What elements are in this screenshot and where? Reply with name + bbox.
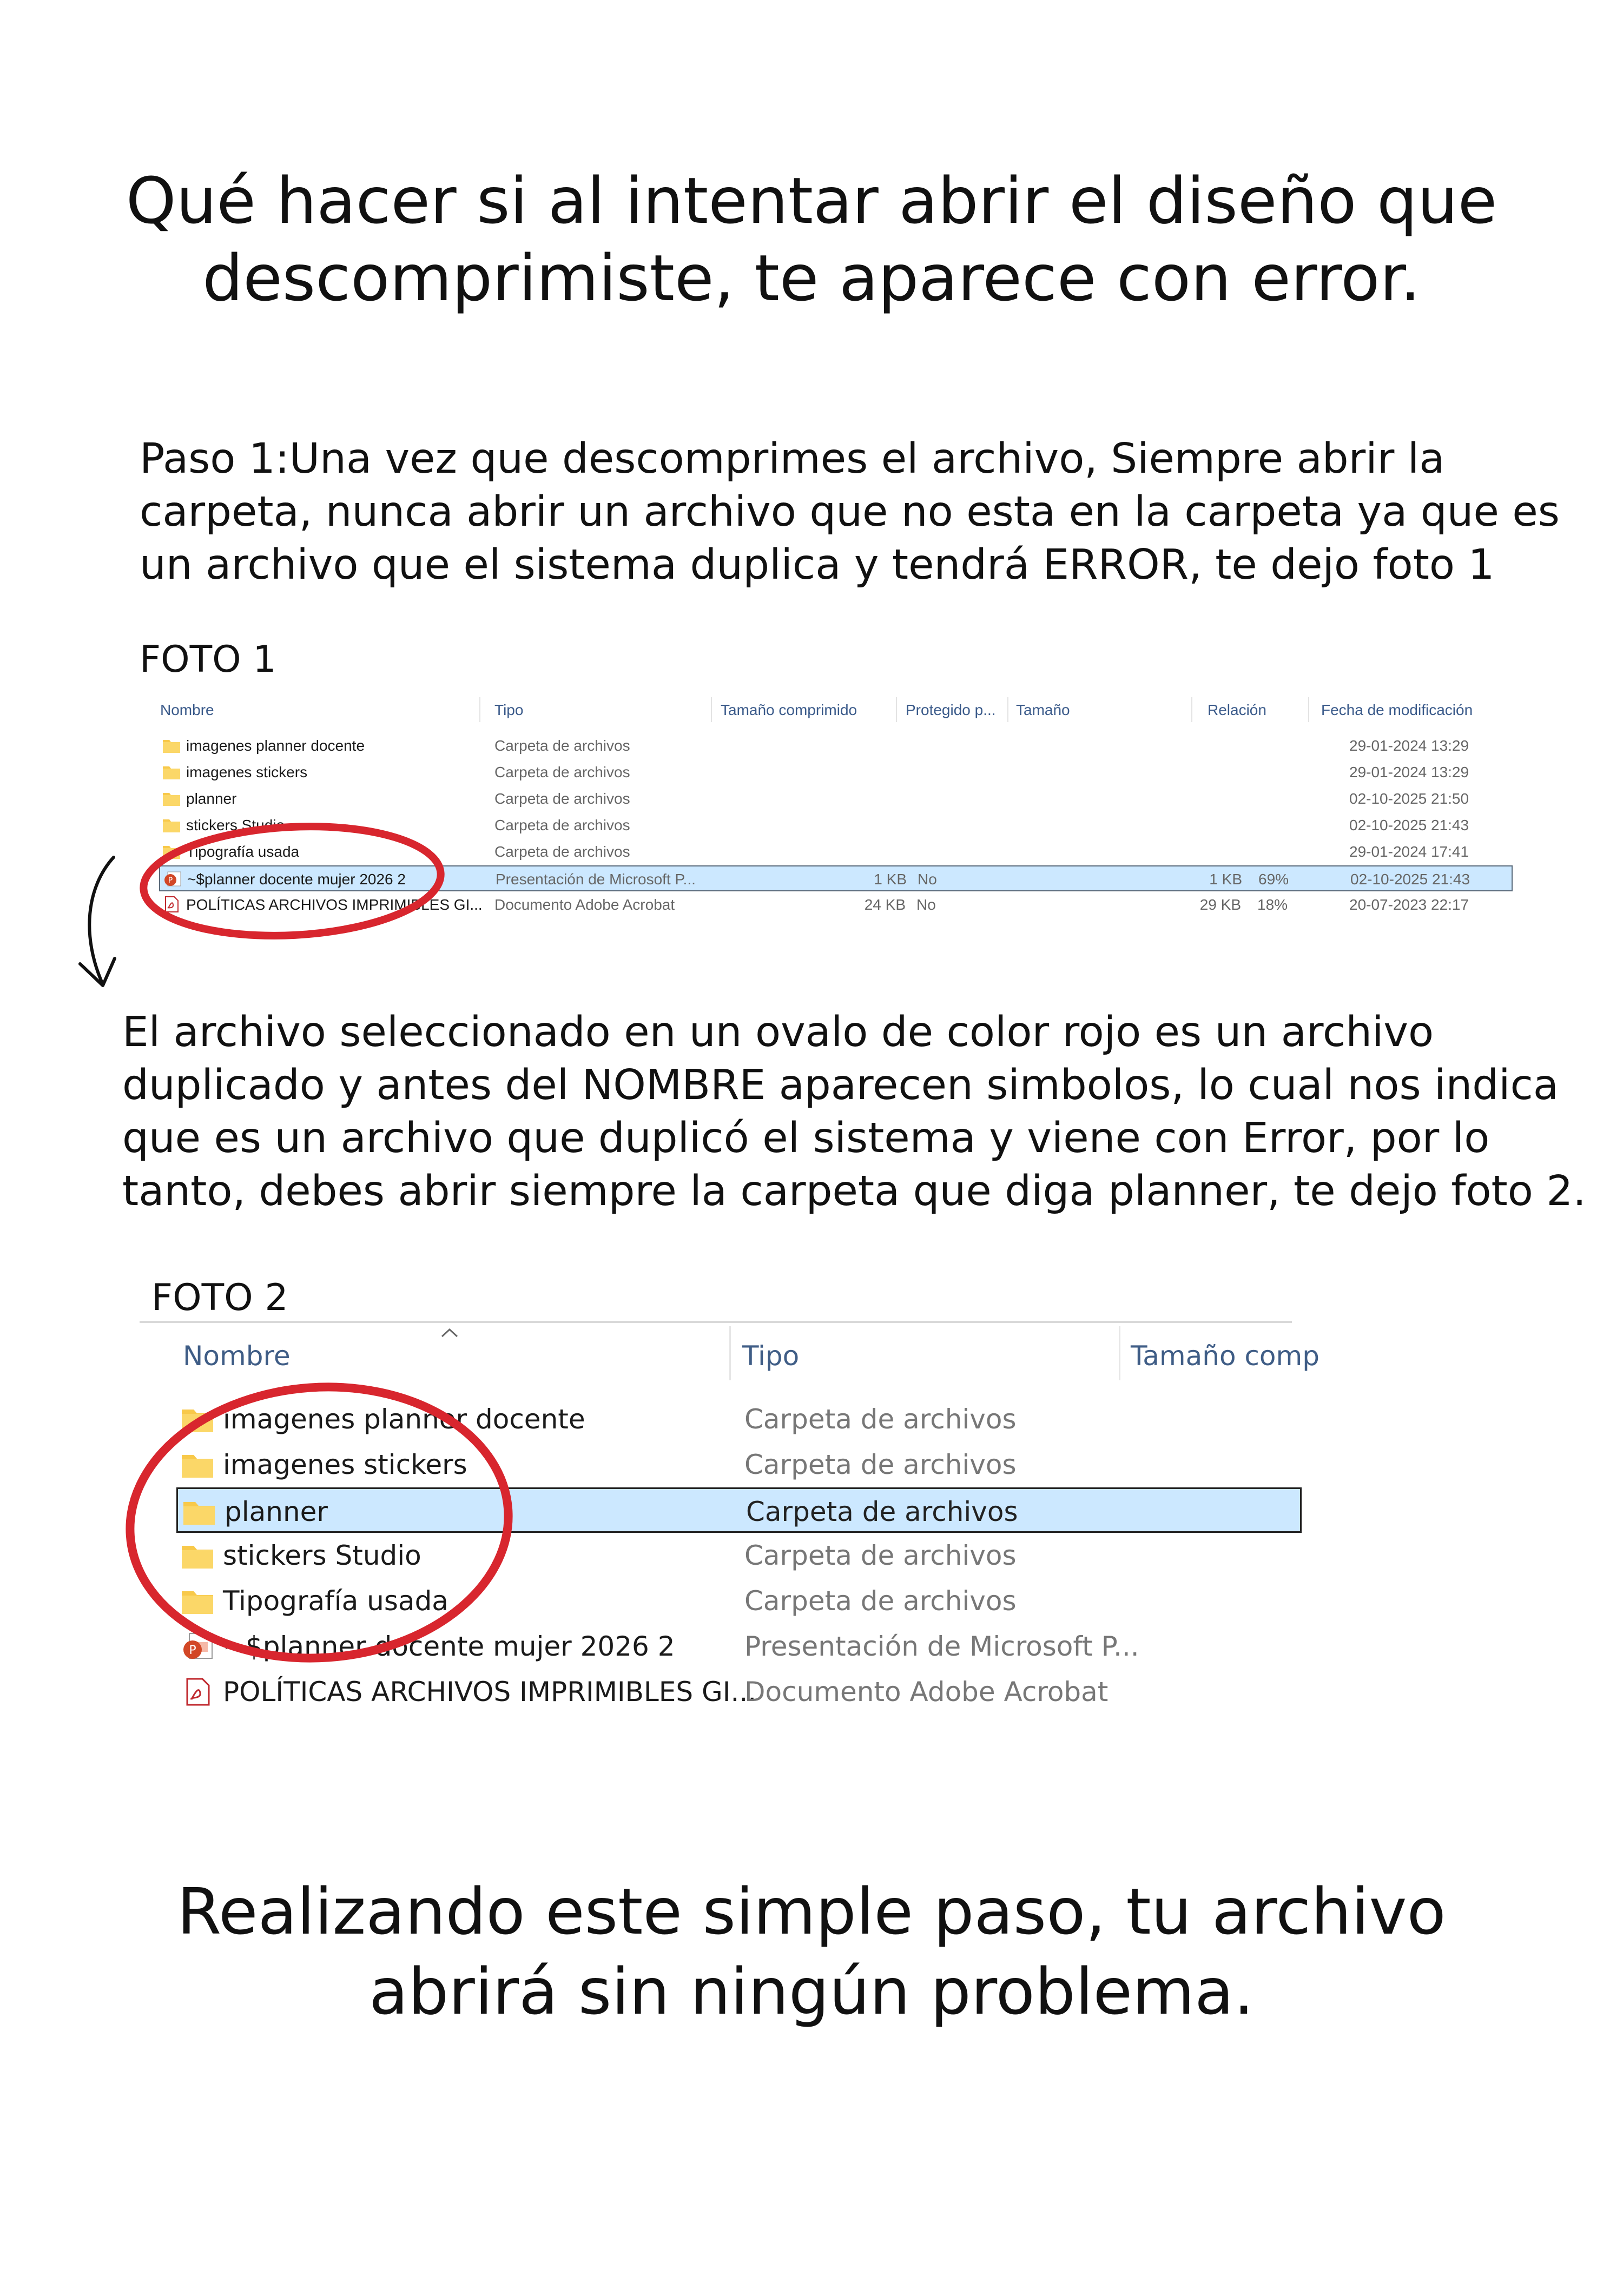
file-type: Carpeta de archivos bbox=[494, 843, 630, 860]
file-name: imagenes stickers bbox=[186, 764, 308, 780]
page-title-line-1: Qué hacer si al intentar abrir el diseño que bbox=[126, 163, 1497, 238]
step-1-line-2: carpeta, nunca abrir un archivo que no esta en la carpeta ya que es bbox=[140, 488, 1560, 536]
folder-icon bbox=[162, 843, 181, 859]
file-date: 29-01-2024 17:41 bbox=[1349, 843, 1469, 860]
file-name: ~$planner docente mujer 2026 2 bbox=[223, 1631, 675, 1662]
folder-icon bbox=[162, 737, 181, 753]
column-header-type[interactable]: Tipo bbox=[494, 702, 524, 718]
column-header-type[interactable]: Tipo bbox=[742, 1340, 800, 1372]
column-header-name[interactable]: Nombre bbox=[183, 1340, 291, 1372]
step-1-line-1: Paso 1:Una vez que descomprimes el archivo, Siempre abrir la bbox=[140, 435, 1445, 483]
folder-icon bbox=[162, 790, 181, 806]
file-type: Carpeta de archivos bbox=[744, 1540, 1017, 1571]
arrow-head-icon bbox=[80, 958, 115, 985]
file-row[interactable] bbox=[176, 1624, 1302, 1669]
file-row[interactable] bbox=[159, 812, 1513, 838]
file-type: Documento Adobe Acrobat bbox=[744, 1676, 1109, 1708]
closing-message bbox=[0, 1871, 1623, 2032]
file-date: 20-07-2023 22:17 bbox=[1349, 896, 1469, 913]
file-row[interactable] bbox=[176, 1533, 1302, 1578]
column-header-size[interactable]: Tamaño bbox=[1016, 702, 1070, 718]
photo-1-label: FOTO 1 bbox=[140, 638, 276, 681]
file-row[interactable] bbox=[176, 1669, 1302, 1715]
folder-icon bbox=[182, 1498, 216, 1526]
file-date: 29-01-2024 13:29 bbox=[1349, 764, 1469, 780]
folder-icon bbox=[162, 817, 181, 833]
pdf-icon bbox=[162, 896, 181, 912]
folder-icon bbox=[181, 1451, 214, 1479]
explanation-line-1: El archivo seleccionado en un ovalo de color rojo es un archivo bbox=[122, 1008, 1434, 1056]
file-type: Carpeta de archivos bbox=[494, 764, 630, 780]
file-type: Presentación de Microsoft P... bbox=[744, 1631, 1139, 1662]
file-name: stickers Studio bbox=[223, 1540, 421, 1571]
column-header-date-modified[interactable]: Fecha de modificación bbox=[1321, 702, 1473, 718]
page-title bbox=[0, 162, 1623, 317]
folder-icon bbox=[181, 1587, 214, 1615]
pdf-icon bbox=[181, 1678, 214, 1706]
step-1-instructions bbox=[140, 433, 1560, 592]
file-type: Carpeta de archivos bbox=[746, 1496, 1018, 1527]
file-size: 29 KB bbox=[1199, 896, 1241, 913]
page-title-line-2: descomprimiste, te aparece con error. bbox=[202, 241, 1421, 315]
file-row-selected[interactable] bbox=[176, 1487, 1302, 1533]
photo-2-file-list bbox=[140, 1321, 1319, 1770]
file-ratio: 18% bbox=[1257, 896, 1288, 913]
column-header-ratio[interactable]: Relación bbox=[1208, 702, 1266, 718]
column-separator bbox=[1191, 697, 1192, 722]
file-name: planner bbox=[186, 790, 237, 807]
closing-line-1: Realizando este simple paso, tu archivo bbox=[177, 1874, 1446, 1949]
file-row[interactable] bbox=[176, 1397, 1302, 1442]
file-name: imagenes stickers bbox=[223, 1449, 467, 1480]
file-row[interactable] bbox=[159, 759, 1513, 785]
column-header-compressed-size[interactable]: Tamaño comprimido bbox=[721, 702, 857, 718]
explanation-line-3: que es un archivo que duplicó el sistema y viene con Error, por lo bbox=[122, 1114, 1490, 1162]
file-ratio: 69% bbox=[1258, 871, 1289, 888]
file-row[interactable] bbox=[159, 892, 1513, 918]
file-row[interactable] bbox=[176, 1442, 1302, 1487]
folder-icon bbox=[162, 764, 181, 780]
file-date: 02-10-2025 21:43 bbox=[1349, 817, 1469, 833]
column-separator bbox=[729, 1326, 731, 1380]
file-compressed-size: 24 KB bbox=[864, 896, 906, 913]
powerpoint-icon bbox=[163, 871, 182, 887]
file-row[interactable] bbox=[159, 786, 1513, 812]
file-name: stickers Studio bbox=[186, 817, 285, 833]
column-header-compressed-size[interactable]: Tamaño comp bbox=[1131, 1340, 1319, 1372]
column-separator bbox=[1119, 1326, 1120, 1380]
photo-2-label: FOTO 2 bbox=[151, 1276, 288, 1319]
file-name: imagenes planner docente bbox=[223, 1404, 585, 1435]
file-type: Carpeta de archivos bbox=[494, 790, 630, 807]
svg-text:P: P bbox=[168, 876, 173, 885]
column-header-name[interactable]: Nombre bbox=[160, 702, 214, 718]
file-type: Documento Adobe Acrobat bbox=[494, 896, 675, 913]
column-separator bbox=[1007, 697, 1008, 722]
svg-text:P: P bbox=[189, 1644, 196, 1657]
column-separator bbox=[896, 697, 897, 722]
closing-line-2: abrirá sin ningún problema. bbox=[369, 1954, 1254, 2029]
file-size: 1 KB bbox=[1209, 871, 1242, 888]
column-header-protected[interactable]: Protegido p... bbox=[906, 702, 996, 718]
file-type: Presentación de Microsoft P... bbox=[496, 871, 696, 888]
powerpoint-icon bbox=[181, 1632, 214, 1660]
file-date: 02-10-2025 21:43 bbox=[1350, 871, 1470, 888]
file-row[interactable] bbox=[159, 733, 1513, 759]
file-type: Carpeta de archivos bbox=[494, 737, 630, 754]
file-type: Carpeta de archivos bbox=[494, 817, 630, 833]
file-row[interactable] bbox=[159, 839, 1513, 865]
file-protected: No bbox=[916, 896, 936, 913]
step-1-line-3: un archivo que el sistema duplica y tendrá ERROR, te dejo foto 1 bbox=[140, 541, 1495, 589]
file-protected: No bbox=[918, 871, 937, 888]
column-separator bbox=[711, 697, 712, 722]
file-type: Carpeta de archivos bbox=[744, 1449, 1017, 1480]
explanation-line-2: duplicado y antes del NOMBRE aparecen simbolos, lo cual nos indica bbox=[122, 1061, 1559, 1109]
file-name: planner bbox=[225, 1496, 328, 1527]
file-name: Tipografía usada bbox=[186, 843, 300, 860]
explanation-paragraph bbox=[122, 1006, 1586, 1218]
file-name: imagenes planner docente bbox=[186, 737, 365, 754]
photo-1-file-list bbox=[133, 695, 1534, 982]
curved-arrow-icon bbox=[89, 857, 114, 984]
column-separator bbox=[479, 697, 480, 722]
file-name: POLÍTICAS ARCHIVOS IMPRIMIBLES GI... bbox=[186, 896, 483, 913]
file-name: ~$planner docente mujer 2026 2 bbox=[187, 871, 406, 888]
header-top-border bbox=[140, 1321, 1292, 1323]
folder-icon bbox=[181, 1405, 214, 1433]
file-type: Carpeta de archivos bbox=[744, 1404, 1017, 1435]
file-name: Tipografía usada bbox=[223, 1585, 448, 1617]
file-row-selected[interactable] bbox=[159, 865, 1513, 891]
file-date: 29-01-2024 13:29 bbox=[1349, 737, 1469, 754]
file-date: 02-10-2025 21:50 bbox=[1349, 790, 1469, 807]
file-compressed-size: 1 KB bbox=[874, 871, 907, 888]
explanation-line-4: tanto, debes abrir siempre la carpeta que diga planner, te dejo foto 2. bbox=[122, 1167, 1586, 1215]
file-type: Carpeta de archivos bbox=[744, 1585, 1017, 1617]
column-separator bbox=[1308, 697, 1309, 722]
file-name: POLÍTICAS ARCHIVOS IMPRIMIBLES GI... bbox=[223, 1676, 757, 1708]
folder-icon bbox=[181, 1541, 214, 1570]
file-row[interactable] bbox=[176, 1578, 1302, 1624]
sort-ascending-icon bbox=[440, 1327, 459, 1338]
